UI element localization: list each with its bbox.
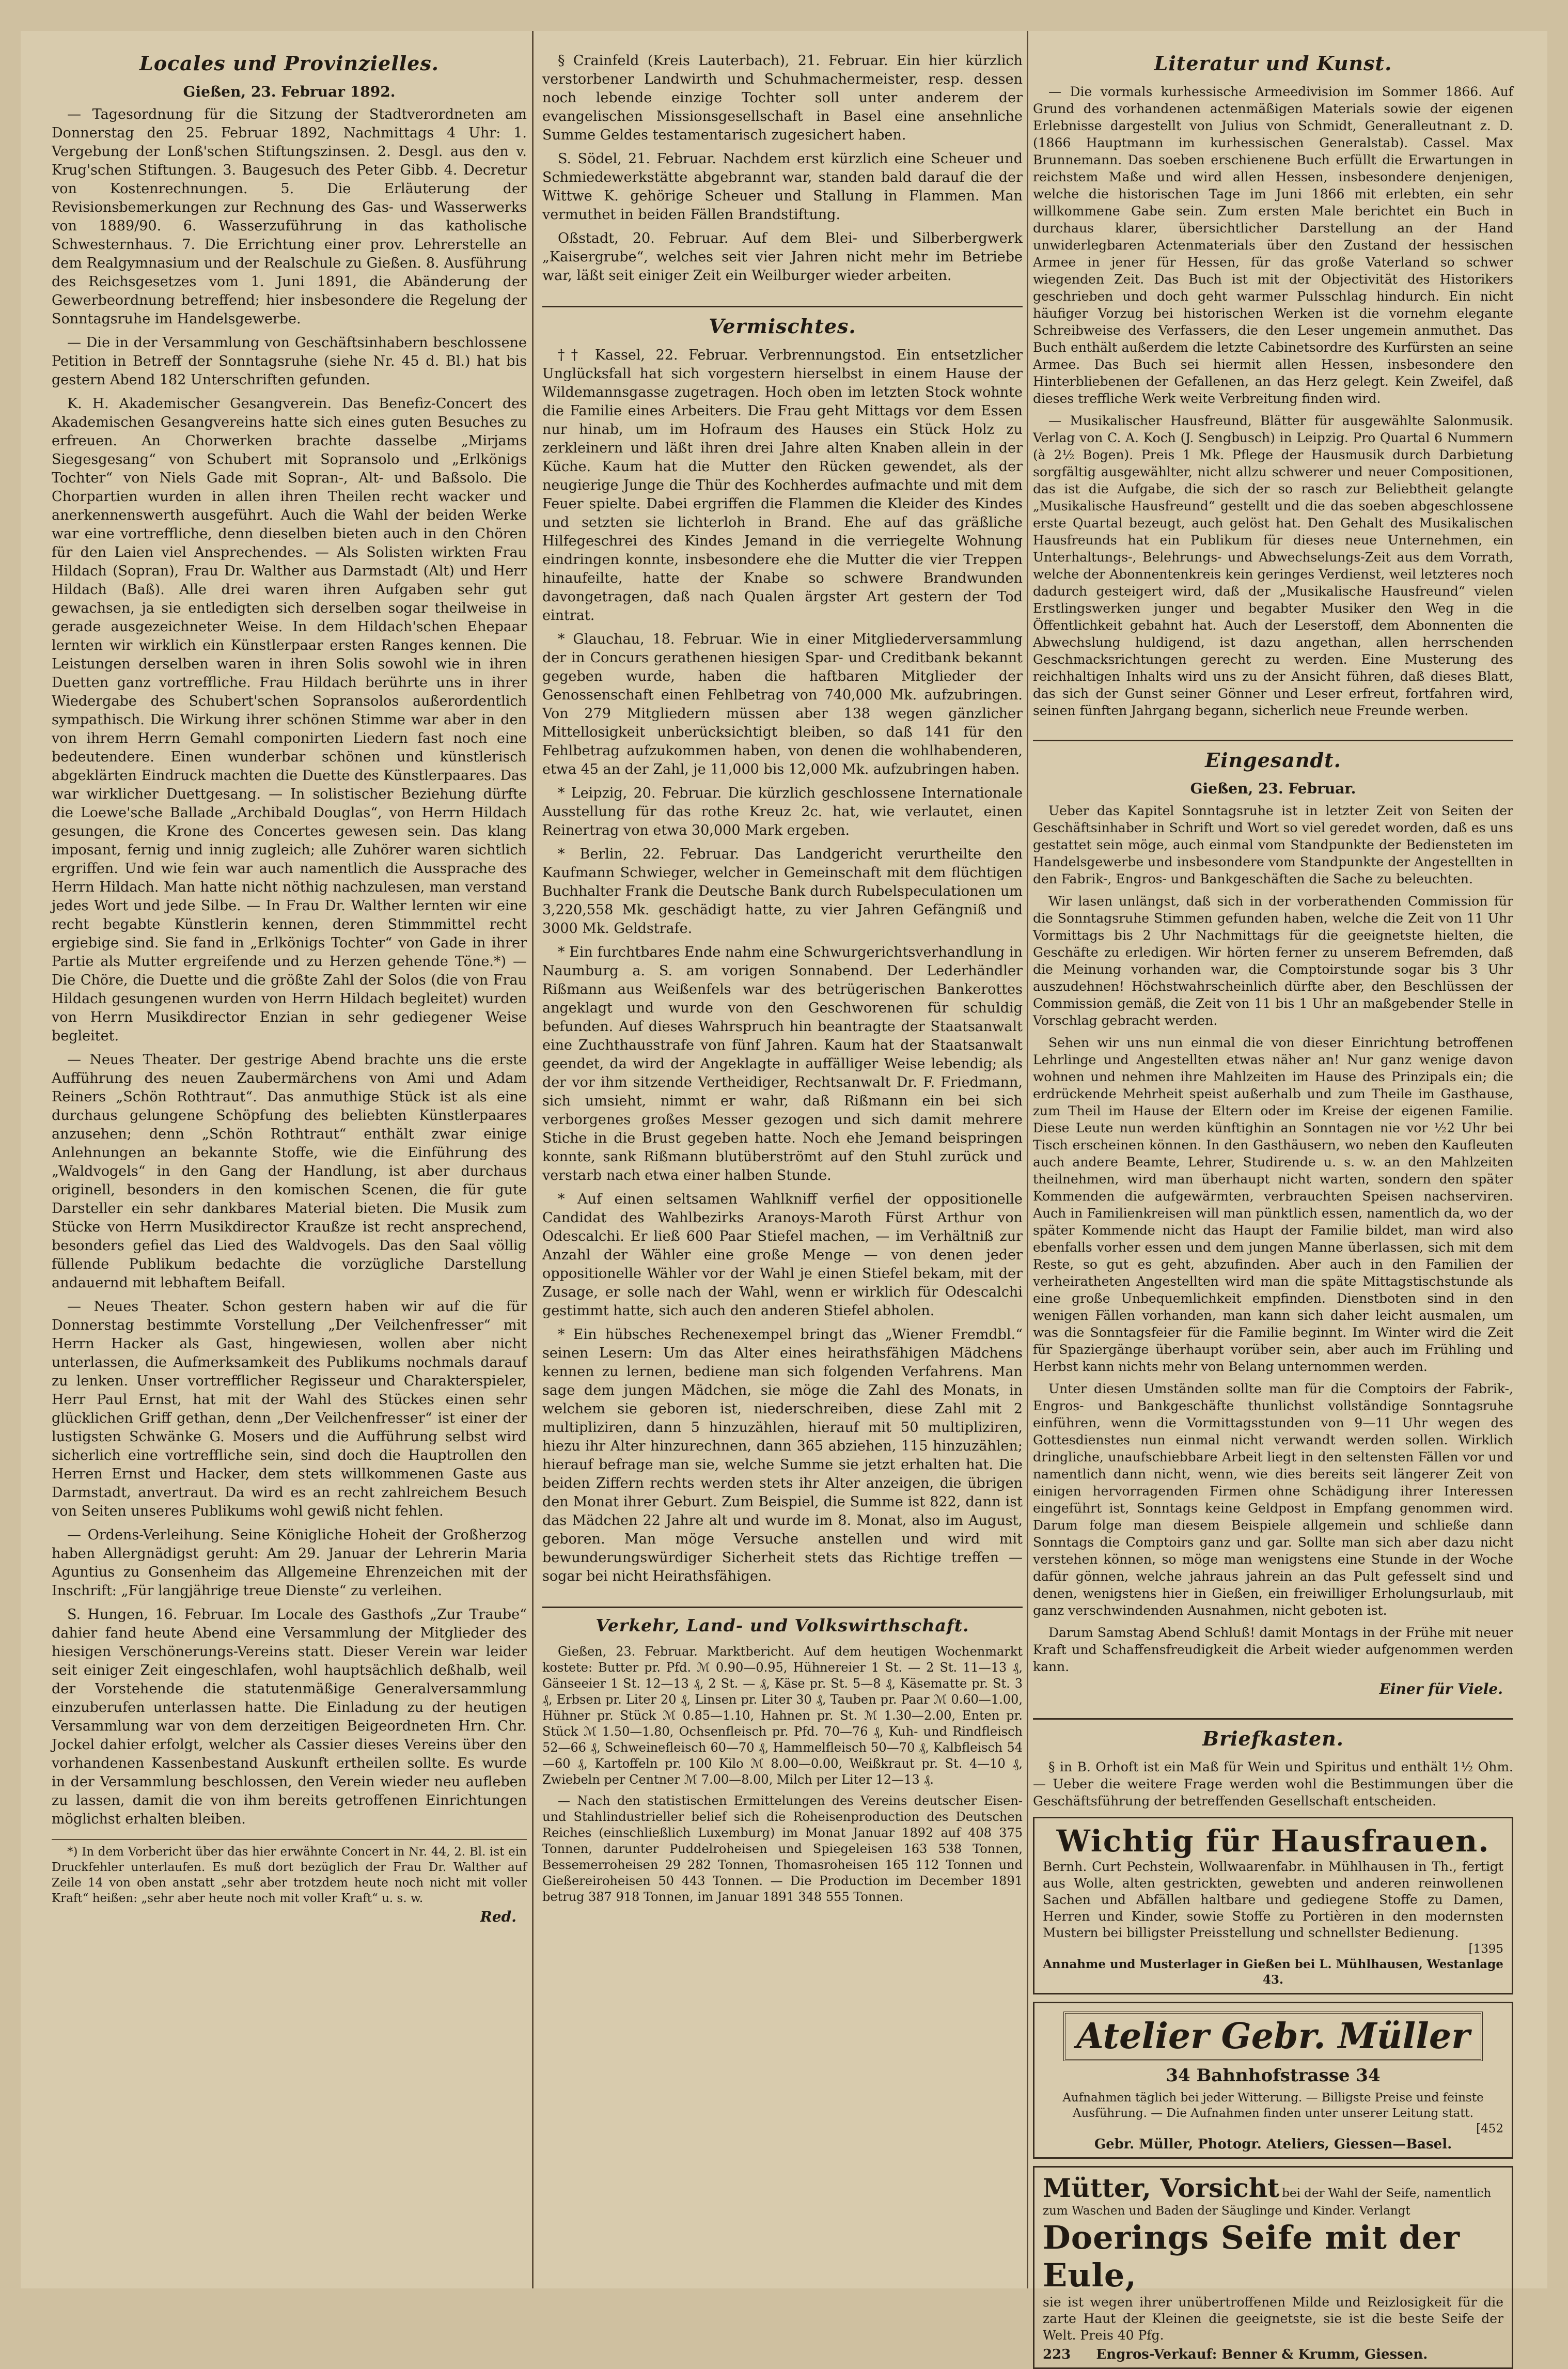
ad-code: [1395 xyxy=(1468,1942,1503,1956)
advertisement-soap xyxy=(1033,2166,1513,2369)
article-paragraph: * Auf einen seltsamen Wahlkniff verfiel der oppositionelle Candidat des Wahlbezirks Aranoys-Maroth Fürst Arthur von Odescalchi. Er ließ 600 Paar Stiefel machen, — im Verhältniß zur Anzahl der Wähler eine große Menge — von denen jeder oppositionelle Wähler vor der Wahl je einen Stiefel bekam, mit der Zusage, er solle nach der Wahl, wenn er wirklich für Odescalchi gestimmt hatte, sich auch den anderen Stiefel abholen. xyxy=(542,1191,1023,1319)
section-heading-eingesandt: Eingesandt. xyxy=(1033,740,1513,772)
dateline: Gießen, 23. Februar 1892. xyxy=(183,83,396,100)
advertisement-wool xyxy=(1033,1817,1513,1994)
column-local-news xyxy=(52,31,527,2288)
article-paragraph: S. Södel, 21. Februar. Nachdem erst kürzlich eine Scheuer und Schmiedewerkstätte abgebrannt war, standen bald darauf die der Wittwe K. gehörige Scheuer und Stallung in Flammen. Man vermuthet in beiden Fällen Brandstiftung. xyxy=(542,151,1023,223)
ad-footer: Engros-Verkauf: Benner & Krumm, Giessen. xyxy=(1096,2347,1428,2362)
ad-title: Atelier Gebr. Müller xyxy=(1063,2012,1483,2061)
section-heading-literature: Literatur und Kunst. xyxy=(1154,52,1392,75)
ad-text: Aufnahmen täglich bei jeder Witterung. — Billigste Preise und feinste Ausführung. — Die Aufnahmen finden unter unserer Leitung statt. xyxy=(1062,2091,1484,2120)
ad-headline: Mütter, Vorsicht xyxy=(1043,2173,1280,2203)
article-paragraph: — Die in der Versammlung von Geschäftsinhabern beschlossene Petition in Betreff der Sonntagsruhe (siehe Nr. 45 d. Bl.) hat bis gestern Abend 182 Unterschriften gefunden. xyxy=(52,335,527,388)
article-paragraph: K. H. Akademischer Gesangverein. Das Benefiz-Concert des Akademischen Gesangvereins hatte sich eines guten Besuches zu erfreuen. An Chorwerken brachte dasselbe „Mirjams Siegesgesang“ von Schubert mit Sopransolo und „Erlkönigs Tochter“ von Niels Gade mit Sopran-, Alt- und Baßsolo. Die Chorpartien wurden in allen ihren Theilen recht wacker und anerkennenswerth ausgeführt. Auch die Wahl der beiden Werke war eine vortreffliche, denn dieselben bieten auch in den Chören für den Laien viel Ansprechendes. — Als Solisten wirkten Frau Hildach (Sopran), Frau Dr. Walther aus Darmstadt (Alt) und Herr Hildach (Baß). Alle drei waren ihren Aufgaben sehr gut gewachsen, ja sie entledigten sich derselben sogar theilweise in gerade ausgezeichneter Weise. In dem Hildach'schen Ehepaar lernten wir wirklich ein Künstlerpaar ersten Ranges kennen. Die Leistungen derselben waren in ihren Solis sowohl wie in ihren Duetten ganz vortreffliche. Frau Hildach berührte uns in ihrer Wiedergabe des Schubert'schen Sopransolos außerordentlich sympathisch. Die Wirkung ihrer schönen Stimme war aber in den von ihrem Herrn Gemahl componirten Liedern fast noch eine bedeutendere. Einen wunderbar schönen und künstlerisch abgeklärten Eindruck machten die Duette des Künstlerpaares. Das war wirklicher Duettgesang. — In solistischer Beziehung dürfte die Loewe'sche Ballade „Archibald Douglas“, von Herrn Hildach gesungen, die Krone des Concertes gewesen sein. Das klang imposant, fernig und innig zugleich; alle Zuhörer waren sichtlich ergriffen. Und wie fein war auch namentlich die Aussprache des Herrn Hildach. Man hatte nicht nöthig nachzulesen, man verstand jedes Wort und jede Silbe. — In Frau Dr. Walther lernten wir eine recht begabte Künstlerin kennen, deren Stimmmittel recht ergiebige sind. Sie fand in „Erlkönigs Tochter“ von Gade in ihrer Partie als Mutter ergreifende und zu Herzen gehende Töne.*) — Die Chöre, die Duette und die größte Zahl der Solos (die von Frau Hildach gesungenen wurden von Herrn Hildach begleitet) wurden von Herrn Musikdirector Enzian in sehr gediegener Weise begleitet. xyxy=(52,396,527,1044)
column-literature-ads xyxy=(1033,31,1513,2362)
footnote: *) In dem Vorbericht über das hier erwähnte Concert in Nr. 44, 2. Bl. ist ein Druckfehler unterlaufen. Es muß dort bezüglich der Frau Dr. Walther auf Zeile 14 von oben anstatt „sehr aber trotzdem heute noch nicht mit voller Kraft“ heißen: „sehr aber heute noch mit voller Kraft“ u. s. w. xyxy=(52,1839,527,1906)
iron-production-report: — Nach den statistischen Ermittelungen des Vereins deutscher Eisen- und Stahlindustrieller belief sich die Roheisenproduction des Deutschen Reiches (einschließlich Luxemburg) im Monat Januar 1892 auf 408 375 Tonnen, darunter Puddelroheisen und Spiegeleisen 163 538 Tonnen, Bessemerroheisen 29 282 Tonnen, Thomasroheisen 165 112 Tonnen und Gießereiroheisen 50 443 Tonnen. — Die Production im December 1891 betrug 387 918 Tonnen, im Januar 1891 348 555 Tonnen. xyxy=(542,1794,1023,1904)
article-paragraph: Unter diesen Umständen sollte man für die Comptoirs der Fabrik-, Engros- und Bankgeschäfte thunlichst vollständige Sonntagsruhe einführen, wenn die Vormittagsstunden von 9—11 Uhr wegen des Gottesdienstes nun einmal nicht verwandt werden sollen. Wirklich dringliche, unaufschiebbare Arbeit liegt in den seltensten Fällen vor und namentlich dann nicht, wenn, wie dies bereits seit längerer Zeit von einigen hervorragenden Firmen ohne Schädigung ihrer Interessen eingeführt ist, Sonntags keine Geldpost in Empfang genommen wird. Darum folge man diesem Beispiele allgemein und schließe dann Sonntags die Comptoirs ganz und gar. Sollte man sich aber dazu nicht verstehen können, so möge man wenigstens eine Stunde in der Woche dafür gönnen, welche jahraus jahrein an das Pult gefesselt sind und denen, wenigstens hier in Gießen, ein freiwilliger Erholungsurlaub, mit ganz verschwindenden Ausnahmen, nicht geboten ist. xyxy=(1033,1381,1513,1618)
article-paragraph: * Ein furchtbares Ende nahm eine Schwurgerichtsverhandlung in Naumburg a. S. am vorigen Sonnabend. Der Lederhändler Rißmann aus Weißenfels war des betrügerischen Bankerottes angeklagt und wurde von den Geschworenen für schuldig befunden. Auf dieses Wahrspruch hin beantragte der Staatsanwalt eine Zuchthausstrafe von fünf Jahren. Kaum hat der Staatsanwalt geendet, da wird der Angeklagte in auffälliger Weise lebendig; als der vor ihm sitzende Vertheidiger, Rechtsanwalt Dr. F. Friedmann, sich umsieht, nimmt er wahr, daß Rißmann ein bei sich verborgenes großes Messer gezogen und sich damit mehrere Stiche in die Brust gegeben hatte. Noch ehe Jemand beispringen konnte, sank Rißmann blutüberströmt auf den Stuhl zurück und verstarb nach etwa einer halben Stunde. xyxy=(542,944,1023,1183)
ad-code: 223 xyxy=(1043,2347,1071,2362)
market-report: Gießen, 23. Februar. Marktbericht. Auf dem heutigen Wochenmarkt kostete: Butter pr. Pfd. ℳ 0.90—0.95, Hühnereier 1 St. — 2 St. 11—13 ₰, Gänseeier 1 St. 12—13 ₰, 2 St. — ₰, Käse pr. St. 5—8 ₰, Käsematte pr. St. 3 ₰, Erbsen pr. Liter 20 ₰, Linsen pr. Liter 30 ₰, Tauben pr. Paar ℳ 0.60—1.00, Hühner pr. Stück ℳ 0.85—1.10, Hahnen pr. St. ℳ 1.30—2.00, Enten pr. Stück ℳ 1.50—1.80, Ochsenfleisch pr. Pfd. 70—76 ₰, Kuh- und Rindfleisch 52—66 ₰, Schweinefleisch 60—70 ₰, Hammelfleisch 50—70 ₰, Kalbfleisch 54—60 ₰, Kartoffeln pr. 100 Kilo ℳ 8.00—0.00, Weißkraut pr. St. 4—10 ₰, Zwiebeln per Centner ℳ 7.00—8.00, Milch per Liter 12—13 ₰. xyxy=(542,1644,1023,1787)
article-paragraph: — Tagesordnung für die Sitzung der Stadtverordneten am Donnerstag den 25. Februar 1892, Nachmittags 4 Uhr: 1. Vergebung der Lonß'schen Stiftungszinsen. 2. Desgl. aus den v. Krug'schen Stiftungen. 3. Baugesuch des Peter Gibb. 4. Decretur von Kostenrechnungen. 5. Die Erläuterung der Revisionsbemerkungen zur Rechnung des Gas- und Wasserwerks von 1889/90. 6. Wasserzuführung in das katholische Schwesternhaus. 7. Die Errichtung einer prov. Lehrerstelle an dem Realgymnasium und der Realschule zu Gießen. 8. Ausführung des Reichsgesetzes vom 1. Juni 1891, die Abänderung der Gewerbeordnung betreffend; hier insbesondere die Regelung der Sonntagsruhe im Handelsgewerbe. xyxy=(52,106,527,327)
article-paragraph: Sehen wir uns nun einmal die von dieser Einrichtung betroffenen Lehrlinge und Angestellten etwas näher an! Nur ganz wenige davon wohnen und nehmen ihre Mahlzeiten im Hause des Prinzipals ein; die erdrückende Mehrheit speist außerhalb und zum Theile im Gasthause, zum Theil im Hause der Eltern oder im Kreise der eigenen Familie. Diese Leute nun werden künftighin an Sonntagen nie vor ½2 Uhr bei Tisch erscheinen können. In den Gasthäusern, wo neben den Kaufleuten auch andere Beamte, Lehrer, Studirende u. s. w. an den Mahlzeiten theilnehmen, wird man überhaupt nicht warten, sondern den später Kommenden die aufgewärmten, verbrauchten Speisen nachserviren. Auch in Familienkreisen will man pünktlich essen, namentlich da, wo der später Kommende nicht das Haupt der Familie bildet, man wird also ebenfalls vorher essen und dem jungen Manne überlassen, sich mit dem Reste, so gut es geht, abzufinden. Aber auch in den Familien der verheiratheten Angestellten wird man die späte Mittagstischstunde als eine große Unbequemlichkeit empfinden. Dienstboten sind in den wenigen Fällen vorhanden, man kann sich daher leicht ausmalen, um was die Sonntagsfeier für die Familie beginnt. Im Winter wird die Zeit für Spaziergänge überhaupt vorüber sein, aber auch im Frühling und Herbst kann nichts mehr von Belang unternommen werden. xyxy=(1033,1035,1513,1374)
ad-address: 34 Bahnhofstrasse 34 xyxy=(1166,2065,1381,2086)
footnote-signature: Red. xyxy=(480,1908,516,1925)
section-heading-briefkasten: Briefkasten. xyxy=(1033,1718,1513,1750)
column-rule xyxy=(532,31,534,2288)
newspaper-page xyxy=(21,31,1547,2362)
article-paragraph: — Musikalischer Hausfreund, Blätter für ausgewählte Salonmusik. Verlag von C. A. Koch (J. Sengbusch) in Leipzig. Pro Quartal 6 Nummern (à 2½ Bogen). Preis 1 Mk. Pflege der Hausmusik durch Darbietung sorgfältig ausgewählter, nicht allzu schwerer und neuer Compositionen, das ist die Aufgabe, die sich der so rasch zur Beliebtheit gelangte „Musikalische Hausfreund“ gestellt und die das soeben abgeschlossene erste Quartal bezeugt, auch gelöst hat. Den Gehalt des Musikalischen Hausfreunds hat ein Publikum für dieses neue Unternehmen, ein Unterhaltungs-, Belehrungs- und Abwechselungs-Zeit aus dem Vorrath, welche der Abonnentenkreis kein geringes Verdienst, weil letzteres noch dadurch gesteigert wird, daß der „Musikalische Hausfreund“ vielen Erstlingswerken junger und begabter Musiker den Weg in die Öffentlichkeit gebahnt hat. Auch der Leserstoff, dem Abonnenten die Abwechslung huldigend, ist dazu angethan, allen herrschenden Geschmacksrichtungen gerecht zu werden. Eine Musterung des reichhaltigen Inhalts wird uns zu der Ansicht führen, daß dieses Blatt, das sich der Gunst seiner Gönner und Leser erfreut, fortfahren wird, seinen fünften Jahrgang begann, sicherlich neue Freunde werben. xyxy=(1033,413,1513,718)
article-paragraph: * Glauchau, 18. Februar. Wie in einer Mitgliederversammlung der in Concurs gerathenen hiesigen Spar- und Creditbank bekannt gegeben wurde, haben die haftbaren Mitglieder der Genossenschaft einen Fehlbetrag von 740,000 Mk. aufzubringen. Von 279 Mitgliedern müssen aber 138 wegen gänzlicher Mittellosigkeit unberücksichtigt bleiben, so daß 141 für den Fehlbetrag aufzukommen haben, von denen die wohlhabenderen, etwa 45 an der Zahl, je 11,000 bis 12,000 Mk. aufzubringen haben. xyxy=(542,631,1023,777)
article-paragraph: Ueber das Kapitel Sonntagsruhe ist in letzter Zeit von Seiten der Geschäftsinhaber in Schrift und Wort so viel geredet worden, daß es uns gestattet sein möge, auch einmal vom Standpunkte der Bediensteten im Handelsgewerbe und insbesondere vom Standpunkte der Angestellten in den Fabrik-, Engros- und Bankgeschäften die Sache zu beleuchten. xyxy=(1033,803,1513,886)
article-paragraph: * Leipzig, 20. Februar. Die kürzlich geschlossene Internationale Ausstellung für das rothe Kreuz 2c. hat, wie verlautet, einen Reinertrag von etwa 30,000 Mark ergeben. xyxy=(542,785,1023,838)
letter-signature: Einer für Viele. xyxy=(1379,1680,1503,1697)
article-paragraph: Oßstadt, 20. Februar. Auf dem Blei- und Silberbergwerk „Kaisergrube“, welches seit vier Jahren nicht mehr im Betriebe war, läßt seit einiger Zeit ein Weilburger wieder arbeiten. xyxy=(542,230,1023,284)
article-paragraph: * Berlin, 22. Februar. Das Landgericht verurtheilte den Kaufmann Schwieger, welcher in Gemeinschaft mit dem flüchtigen Buchhalter Frank die Deutsche Bank durch Rubelspeculationen um 3,220,558 Mk. geschädigt hatte, zu vier Jahren Gefängniß und 3000 Mk. Geldstrafe. xyxy=(542,846,1023,937)
article-paragraph: § in B. Orhoft ist ein Maß für Wein und Spiritus und enthält 1½ Ohm. — Ueber die weitere Frage werden wohl die Bestimmungen über die Geschäftsführung der betreffenden Gesellschaft entscheiden. xyxy=(1033,1759,1513,1809)
advertisement-photo-atelier xyxy=(1033,2002,1513,2159)
ad-text: Bernh. Curt Pechstein, Wollwaarenfabr. in Mühlhausen in Th., fertigt aus Wolle, alten gestrickten, gewebten und anderen reinwollenen Sachen und Abfällen haltbare und gediegene Stoffe zu Damen, Herren und Kinder, sowie Stoffe zu Portièren in den modernsten Mustern bei billigster Preisstellung und schnellster Bedienung. xyxy=(1043,1859,1503,1940)
ad-footer: Gebr. Müller, Photogr. Ateliers, Giessen—Basel. xyxy=(1094,2137,1452,2152)
article-paragraph: — Die vormals kurhessische Armeedivision im Sommer 1866. Auf Grund des vorhandenen actenmäßigen Materials sowie der eigenen Erlebnisse dargestellt von Julius von Schmidt, Generalleutnant z. D. (1866 Hauptmann im kurhessischen Generalstab). Cassel. Max Brunnemann. Das soeben erschienene Buch erfüllt die Erwartungen in reichstem Maße und wird allen Hessen, insbesondere denjenigen, welche die historischen Tage im Juni 1866 mit erlebten, ein sehr willkommene Gabe sein. Zum ersten Male berichtet ein Buch in durchaus klarer, übersichtlicher Darstellung an der Hand unwiderlegbaren Actenmaterials über den Zustand der hessischen Armee in jener für Hessen, für das große Vaterland so schwer wiegenden Zeit. Das Buch ist mit der Objectivität des Historikers geschrieben und doch geht warmer Pulsschlag hindurch. Ein nicht häufiger Vorzug bei historischen Werken ist die vornehm elegante Schreibweise des Verfassers, die den Leser ungemein anmuthet. Das Buch enthält außerdem die letzte Cabinetsordre des Kurfürsten an seine Armee. Das Buch sei hiermit allen Hessen, insbesondere den Hinterbliebenen der Gefallenen, an das Herz gelegt. Kein Zweifel, daß dieses treffliche Werk weite Verbreitung finden wird. xyxy=(1033,84,1513,406)
column-rule xyxy=(1027,31,1028,2288)
article-paragraph: — Neues Theater. Der gestrige Abend brachte uns die erste Aufführung des neuen Zaubermärchens von Ami und Adam Reiners „Schön Rothtraut“. Das anmuthige Stück ist als eine durchaus gelungene Schöpfung des beliebten Künstlerpaares anzusehen; denn „Schön Rothtraut“ enthält zwar einige Anlehnungen an bekannte Stoffe, wie die Einführung des „Waldvogels“ in den Gang der Handlung, ist aber durchaus originell, besonders in den komischen Scenen, die für gute Darsteller ein sehr dankbares Material bieten. Die Musik zum Stücke von Herrn Musikdirector Kraußze ist recht ansprechend, besonders gefiel das Lied des Waldvogels. Das den Saal völlig füllende Publikum bedachte die vorzügliche Darstellung andauernd mit lebhaftem Beifall. xyxy=(52,1052,527,1291)
ad-title: Doerings Seife mit der Eule, xyxy=(1043,2219,1461,2294)
ad-text: sie ist wegen ihrer unübertroffenen Milde und Reizlosigkeit für die zarte Haut der Kleinen die geeignetste, sie ist die beste Seife der Welt. Preis 40 Pfg. xyxy=(1043,2295,1503,2343)
article-paragraph: †† Kassel, 22. Februar. Verbrennungstod. Ein entsetzlicher Unglücksfall hat sich vorgestern hierselbst in einem Hause der Wildemannsgasse zugetragen. Hoch oben im letzten Stock wohnte die Familie eines Arbeiters. Die Frau geht Mittags vor dem Essen nur hinab, um im Hofraum des Hauses ein Stück Holz zu zerkleinern und läßt ihren drei Jahre alten Knaben allein in der Küche. Kaum hat die Mutter den Rücken gewendet, als der neugierige Junge die Thür des Kochherdes aufmachte und mit dem Feuer spielte. Dabei ergriffen die Flammen die Kleider des Kindes und setzten sie lichterloh in Brand. Ehe auf das gräßliche Hilfegeschrei des Kindes Jemand in die verriegelte Wohnung eindringen konnte, insbesondere ehe die Mutter die vier Treppen hinaufeilte, hatte der Knabe so schwere Brandwunden davongetragen, daß nach Qualen ärgster Art gestern der Tod eintrat. xyxy=(542,347,1023,624)
article-paragraph: Darum Samstag Abend Schluß! damit Montags in der Frühe mit neuer Kraft und Schaffensfreudigkeit die Arbeit wieder aufgenommen werden kann. xyxy=(1033,1625,1513,1674)
ad-title: Wichtig für Hausfrauen. xyxy=(1056,1823,1490,1859)
ad-code: [452 xyxy=(1476,2122,1503,2136)
column-mixed xyxy=(542,31,1023,2288)
section-heading-mixed: Vermischtes. xyxy=(542,306,1023,338)
article-paragraph: § Crainfeld (Kreis Lauterbach), 21. Februar. Ein hier kürzlich verstorbener Landwirth und Schuhmachermeister, resp. dessen noch lebende einzige Tochter soll unter anderem der evangelischen Missionsgesellschaft in Basel eine ansehnliche Summe Geldes testamentarisch zugesichert haben. xyxy=(542,53,1023,143)
article-paragraph: * Ein hübsches Rechenexempel bringt das „Wiener Fremdbl.“ seinen Lesern: Um das Alter eines heirathsfähigen Mädchens kennen zu lernen, bediene man sich folgenden Verfahrens. Man sage dem jungen Mädchen, sie möge die Zahl des Monats, in welchem sie geboren ist, niederschreiben, diese Zahl mit 2 multipliziren, dann 5 hinzuzählen, hierauf mit 50 multipliziren, hiezu ihr Alter hinzurechnen, dann 365 abziehen, 115 hinzuzählen; hierauf befrage man sie, welche Summe sie jetzt erhalten hat. Die beiden Ziffern rechts werden stets ihr Alter anzeigen, die übrigen den Monat ihrer Geburt. Zum Beispiel, die Summe ist 822, dann ist das Mädchen 22 Jahre alt und wurde im 8. Monat, also im August, geboren. Man möge Versuche anstellen und wird mit bewunderungswürdiger Sicherheit stets das Richtige treffen — sogar bei nicht Heirathsfähigen. xyxy=(542,1327,1023,1584)
article-paragraph: — Ordens-Verleihung. Seine Königliche Hoheit der Großherzog haben Allergnädigst geruht: Am 29. Januar der Lehrerin Maria Aguntius zu Gonsenheim das Allgemeine Ehrenzeichen mit der Inschrift: „Für langjährige treue Dienste“ zu verleihen. xyxy=(52,1527,527,1599)
section-heading-trade: Verkehr, Land- und Volkswirthschaft. xyxy=(542,1607,1023,1635)
article-paragraph: S. Hungen, 16. Februar. Im Locale des Gasthofs „Zur Traube“ dahier fand heute Abend eine Versammlung der Mitglieder des hiesigen Verschönerungs-Vereins statt. Dieser Verein war leider seit einiger Zeit eingeschlafen, wohl hauptsächlich deßhalb, weil der Vorstehende die statutenmäßige Generalversammlung einzuberufen unterlassen hatte. Die Einladung zu der heutigen Versammlung war von dem derzeitigen Beigeordneten Hrn. Chr. Jockel dahier erfolgt, welcher als Cassier dieses Vereins über den vorhandenen Kassenbestand Auskunft ertheilen sollte. Es wurde in der Versammlung beschlossen, den Verein wieder neu aufleben zu lassen, damit die von ihm bereits getroffenen Einrichtungen möglichst erhalten bleiben. xyxy=(52,1607,527,1827)
ad-headline-tail: bei der Wahl der Seife, namentlich zum Waschen und Baden der Säuglinge und Kinder. Verlangt xyxy=(1043,2187,1492,2218)
ad-footer: Annahme und Musterlager in Gießen bei L. Mühlhausen, Westanlage 43. xyxy=(1043,1957,1503,1987)
article-paragraph: Wir lasen unlängst, daß sich in der vorberathenden Commission für die Sonntagsruhe Stimmen gefunden haben, welche die Zeit von 11 Uhr Vormittags bis 2 Uhr Nachmittags für die geeignetste hielten, die Geschäfte zu erledigen. Wir hörten ferner zu unserem Befremden, daß die Meinung vorhanden war, die Comptoirstunde sogar bis 3 Uhr auszudehnen! Höchstwahrscheinlich dürfte aber, den Beschlüssen der Commission gemäß, die Zeit von 11 bis 1 Uhr an maßgebender Stelle in Vorschlag gebracht werden. xyxy=(1033,894,1513,1028)
dateline: Gießen, 23. Februar. xyxy=(1190,780,1356,797)
article-paragraph: — Neues Theater. Schon gestern haben wir auf die für Donnerstag bestimmte Vorstellung „Der Veilchenfresser“ mit Herrn Hacker als Gast, hingewiesen, wollen aber nicht unterlassen, die Aufmerksamkeit des Publikums nochmals darauf zu lenken. Unser vortrefflicher Regisseur und Charakterspieler, Herr Paul Ernst, hat mit der Wahl des Stückes einen sehr glücklichen Griff gethan, denn „Der Veilchenfresser“ ist einer der lustigsten Schwänke G. Mosers und die Aufführung selbst wird sicherlich eine vortreffliche sein, sind doch die Hauptrollen den Herren Ernst und Hacker, dem stets willkommenen Gaste aus Darmstadt, anvertraut. Da wird es an recht zahlreichem Besuch von Seiten unseres Publikums wohl gewiß nicht fehlen. xyxy=(52,1299,527,1519)
section-heading-local: Locales und Provinzielles. xyxy=(139,52,440,75)
